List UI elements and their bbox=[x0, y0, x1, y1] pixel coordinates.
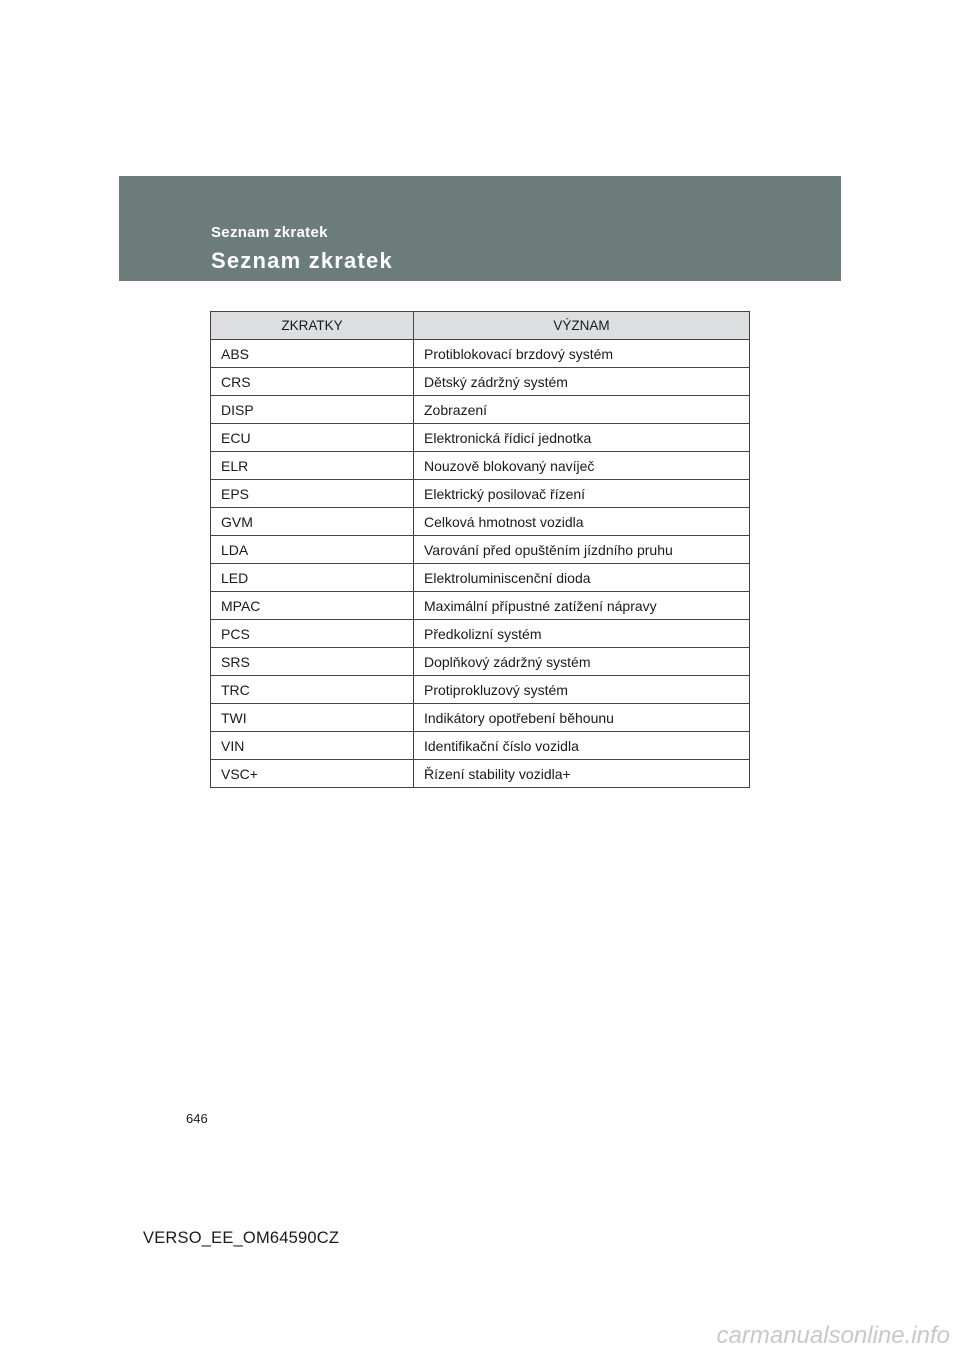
abbreviation-cell: VIN bbox=[211, 732, 414, 760]
meaning-cell: Protiprokluzový systém bbox=[414, 676, 750, 704]
table-row bbox=[211, 620, 750, 648]
table-row bbox=[211, 536, 750, 564]
table-row bbox=[211, 368, 750, 396]
meaning-cell: Identifikační číslo vozidla bbox=[414, 732, 750, 760]
abbreviations-table bbox=[210, 311, 750, 788]
meaning-cell: Předkolizní systém bbox=[414, 620, 750, 648]
section-label: Seznam zkratek bbox=[211, 224, 328, 241]
abbreviation-cell: VSC+ bbox=[211, 760, 414, 788]
table-header-row bbox=[211, 312, 750, 340]
document-code: VERSO_EE_OM64590CZ bbox=[143, 1229, 340, 1247]
table-row bbox=[211, 564, 750, 592]
meaning-cell: Dětský zádržný systém bbox=[414, 368, 750, 396]
abbreviation-cell: ABS bbox=[211, 340, 414, 368]
page-title: Seznam zkratek bbox=[211, 248, 393, 273]
abbreviation-cell: LED bbox=[211, 564, 414, 592]
abbreviation-cell: GVM bbox=[211, 508, 414, 536]
abbreviation-cell: MPAC bbox=[211, 592, 414, 620]
abbreviation-cell: ELR bbox=[211, 452, 414, 480]
table-row bbox=[211, 508, 750, 536]
abbreviation-cell: CRS bbox=[211, 368, 414, 396]
table-row bbox=[211, 424, 750, 452]
meaning-cell: Indikátory opotřebení běhounu bbox=[414, 704, 750, 732]
abbreviation-cell: SRS bbox=[211, 648, 414, 676]
meaning-cell: Elektronická řídicí jednotka bbox=[414, 424, 750, 452]
table-row bbox=[211, 592, 750, 620]
abbreviation-cell: EPS bbox=[211, 480, 414, 508]
table-row bbox=[211, 648, 750, 676]
abbreviation-cell: DISP bbox=[211, 396, 414, 424]
table-row bbox=[211, 396, 750, 424]
abbreviation-cell: TRC bbox=[211, 676, 414, 704]
meaning-cell: Maximální přípustné zatížení nápravy bbox=[414, 592, 750, 620]
meaning-cell: Elektrický posilovač řízení bbox=[414, 480, 750, 508]
table-row bbox=[211, 676, 750, 704]
meaning-cell: Zobrazení bbox=[414, 396, 750, 424]
meaning-cell: Varování před opuštěním jízdního pruhu bbox=[414, 536, 750, 564]
meaning-cell: Protiblokovací brzdový systém bbox=[414, 340, 750, 368]
meaning-cell: Nouzově blokovaný navíječ bbox=[414, 452, 750, 480]
meaning-cell: Elektroluminiscenční dioda bbox=[414, 564, 750, 592]
abbreviation-cell: PCS bbox=[211, 620, 414, 648]
column-header-meaning: VÝZNAM bbox=[414, 312, 750, 340]
table-row bbox=[211, 480, 750, 508]
header-band bbox=[119, 176, 841, 281]
table-row bbox=[211, 704, 750, 732]
table-row bbox=[211, 760, 750, 788]
table-row bbox=[211, 732, 750, 760]
abbreviation-cell: ECU bbox=[211, 424, 414, 452]
meaning-cell: Celková hmotnost vozidla bbox=[414, 508, 750, 536]
meaning-cell: Doplňkový zádržný systém bbox=[414, 648, 750, 676]
table-row bbox=[211, 340, 750, 368]
abbreviation-cell: LDA bbox=[211, 536, 414, 564]
watermark: carmanualsonline.info bbox=[716, 1322, 950, 1349]
page-number: 646 bbox=[186, 1111, 208, 1126]
column-header-abbreviation: ZKRATKY bbox=[211, 312, 414, 340]
meaning-cell: Řízení stability vozidla+ bbox=[414, 760, 750, 788]
table-row bbox=[211, 452, 750, 480]
abbreviation-cell: TWI bbox=[211, 704, 414, 732]
